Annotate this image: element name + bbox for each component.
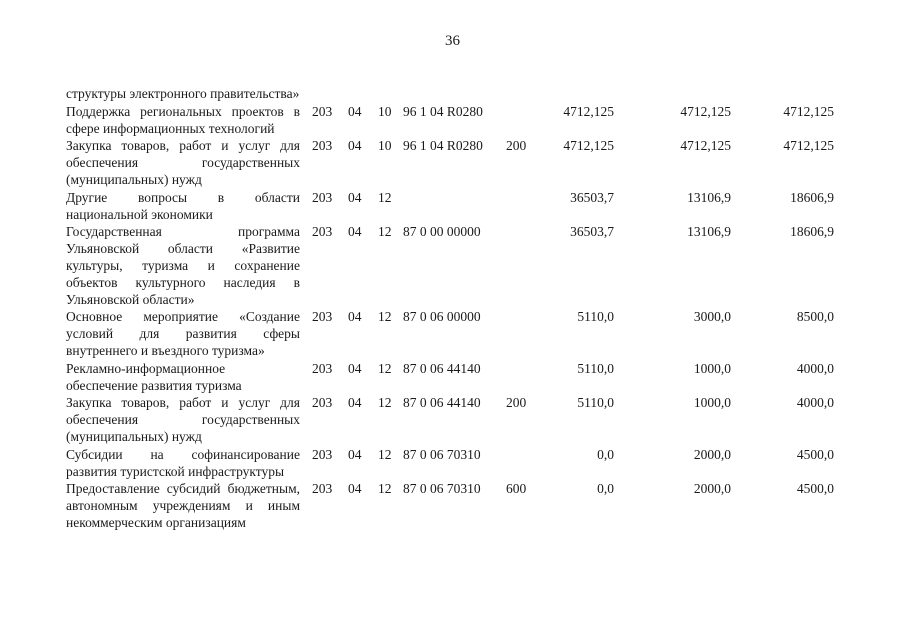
amount-year-1: 5110,0 <box>577 360 614 376</box>
ministry-code: 203 <box>312 360 333 376</box>
amount-year-3: 4500,0 <box>796 481 834 497</box>
ministry-code: 203 <box>312 481 333 497</box>
ministry-code: 203 <box>312 189 333 205</box>
item-name: Поддержка региональных проектов в сфере информационных технологий <box>66 103 300 136</box>
ministry-code: 203 <box>312 309 333 325</box>
target-article-code: 87 0 06 44140 <box>403 360 481 376</box>
amount-year-1: 5110,0 <box>577 395 614 411</box>
target-article-code: 96 1 04 R0280 <box>403 103 483 119</box>
ministry-code: 203 <box>312 103 333 119</box>
table-row <box>66 481 834 531</box>
table-row <box>66 395 834 445</box>
expense-type-code: 600 <box>506 481 527 497</box>
target-article-code: 87 0 06 00000 <box>403 309 481 325</box>
page-number: 36 <box>445 33 460 49</box>
ministry-code: 203 <box>312 395 333 411</box>
table-row <box>66 104 834 138</box>
amount-year-2: 4712,125 <box>680 103 731 119</box>
amount-year-3: 4712,125 <box>783 103 834 119</box>
section-code: 04 <box>348 395 362 411</box>
section-code: 04 <box>348 103 362 119</box>
item-name: структуры электронного правительства» <box>66 86 300 101</box>
amount-year-1: 4712,125 <box>563 138 614 154</box>
subsection-code: 12 <box>378 224 392 240</box>
amount-year-1: 36503,7 <box>570 224 614 240</box>
subsection-code: 12 <box>378 309 392 325</box>
subsection-code: 10 <box>378 103 392 119</box>
item-name: Закупка товаров, работ и услуг для обеспечения государственных (муниципальных) нужд <box>66 395 300 444</box>
target-article-code: 87 0 06 70310 <box>403 481 481 497</box>
ministry-code: 203 <box>312 138 333 154</box>
ministry-code: 203 <box>312 446 333 462</box>
amount-year-1: 4712,125 <box>563 103 614 119</box>
item-name: Субсидии на софинансирование развития туристской инфраструктуры <box>66 446 300 479</box>
section-code: 04 <box>348 481 362 497</box>
amount-year-2: 13106,9 <box>687 189 731 205</box>
target-article-code: 87 0 06 70310 <box>403 446 481 462</box>
amount-year-3: 4500,0 <box>796 446 834 462</box>
target-article-code: 87 0 00 00000 <box>403 224 481 240</box>
table-row <box>66 224 834 308</box>
item-name: Рекламно-информационное обеспечение развития туризма <box>66 360 242 393</box>
amount-year-3: 4000,0 <box>796 395 834 411</box>
subsection-code: 12 <box>378 189 392 205</box>
amount-year-2: 3000,0 <box>693 309 731 325</box>
table-row <box>66 138 834 188</box>
amount-year-3: 4712,125 <box>783 138 834 154</box>
amount-year-3: 8500,0 <box>796 309 834 325</box>
item-name: Основное мероприятие «Создание условий для развития сферы внутреннего и въездного туризма» <box>66 309 300 358</box>
table-row <box>66 309 834 359</box>
amount-year-2: 2000,0 <box>693 481 731 497</box>
target-article-code: 96 1 04 R0280 <box>403 138 483 154</box>
section-code: 04 <box>348 309 362 325</box>
subsection-code: 12 <box>378 446 392 462</box>
item-name: Другие вопросы в области национальной экономики <box>66 189 300 222</box>
expense-type-code: 200 <box>506 138 527 154</box>
amount-year-1: 0,0 <box>597 481 614 497</box>
section-code: 04 <box>348 138 362 154</box>
section-code: 04 <box>348 189 362 205</box>
budget-table <box>66 86 834 533</box>
subsection-code: 10 <box>378 138 392 154</box>
amount-year-2: 1000,0 <box>693 360 731 376</box>
table-row <box>66 86 834 103</box>
section-code: 04 <box>348 446 362 462</box>
table-row <box>66 361 834 395</box>
amount-year-2: 4712,125 <box>680 138 731 154</box>
table-row <box>66 190 834 224</box>
section-code: 04 <box>348 224 362 240</box>
target-article-code: 87 0 06 44140 <box>403 395 481 411</box>
subsection-code: 12 <box>378 360 392 376</box>
section-code: 04 <box>348 360 362 376</box>
amount-year-2: 1000,0 <box>693 395 731 411</box>
subsection-code: 12 <box>378 395 392 411</box>
subsection-code: 12 <box>378 481 392 497</box>
amount-year-1: 36503,7 <box>570 189 614 205</box>
amount-year-2: 13106,9 <box>687 224 731 240</box>
item-name: Государственная программа Ульяновской области «Развитие культуры, туризма и сохранение объектов культурного наследия в Ульяновской области» <box>66 224 300 307</box>
amount-year-3: 18606,9 <box>790 224 834 240</box>
amount-year-3: 18606,9 <box>790 189 834 205</box>
amount-year-1: 0,0 <box>597 446 614 462</box>
item-name: Предоставление субсидий бюджетным, автономным учреждениям и иным некоммерческим организациям <box>66 481 300 530</box>
amount-year-3: 4000,0 <box>796 360 834 376</box>
amount-year-1: 5110,0 <box>577 309 614 325</box>
item-name: Закупка товаров, работ и услуг для обеспечения государственных (муниципальных) нужд <box>66 138 300 187</box>
amount-year-2: 2000,0 <box>693 446 731 462</box>
expense-type-code: 200 <box>506 395 527 411</box>
table-row <box>66 447 834 481</box>
ministry-code: 203 <box>312 224 333 240</box>
